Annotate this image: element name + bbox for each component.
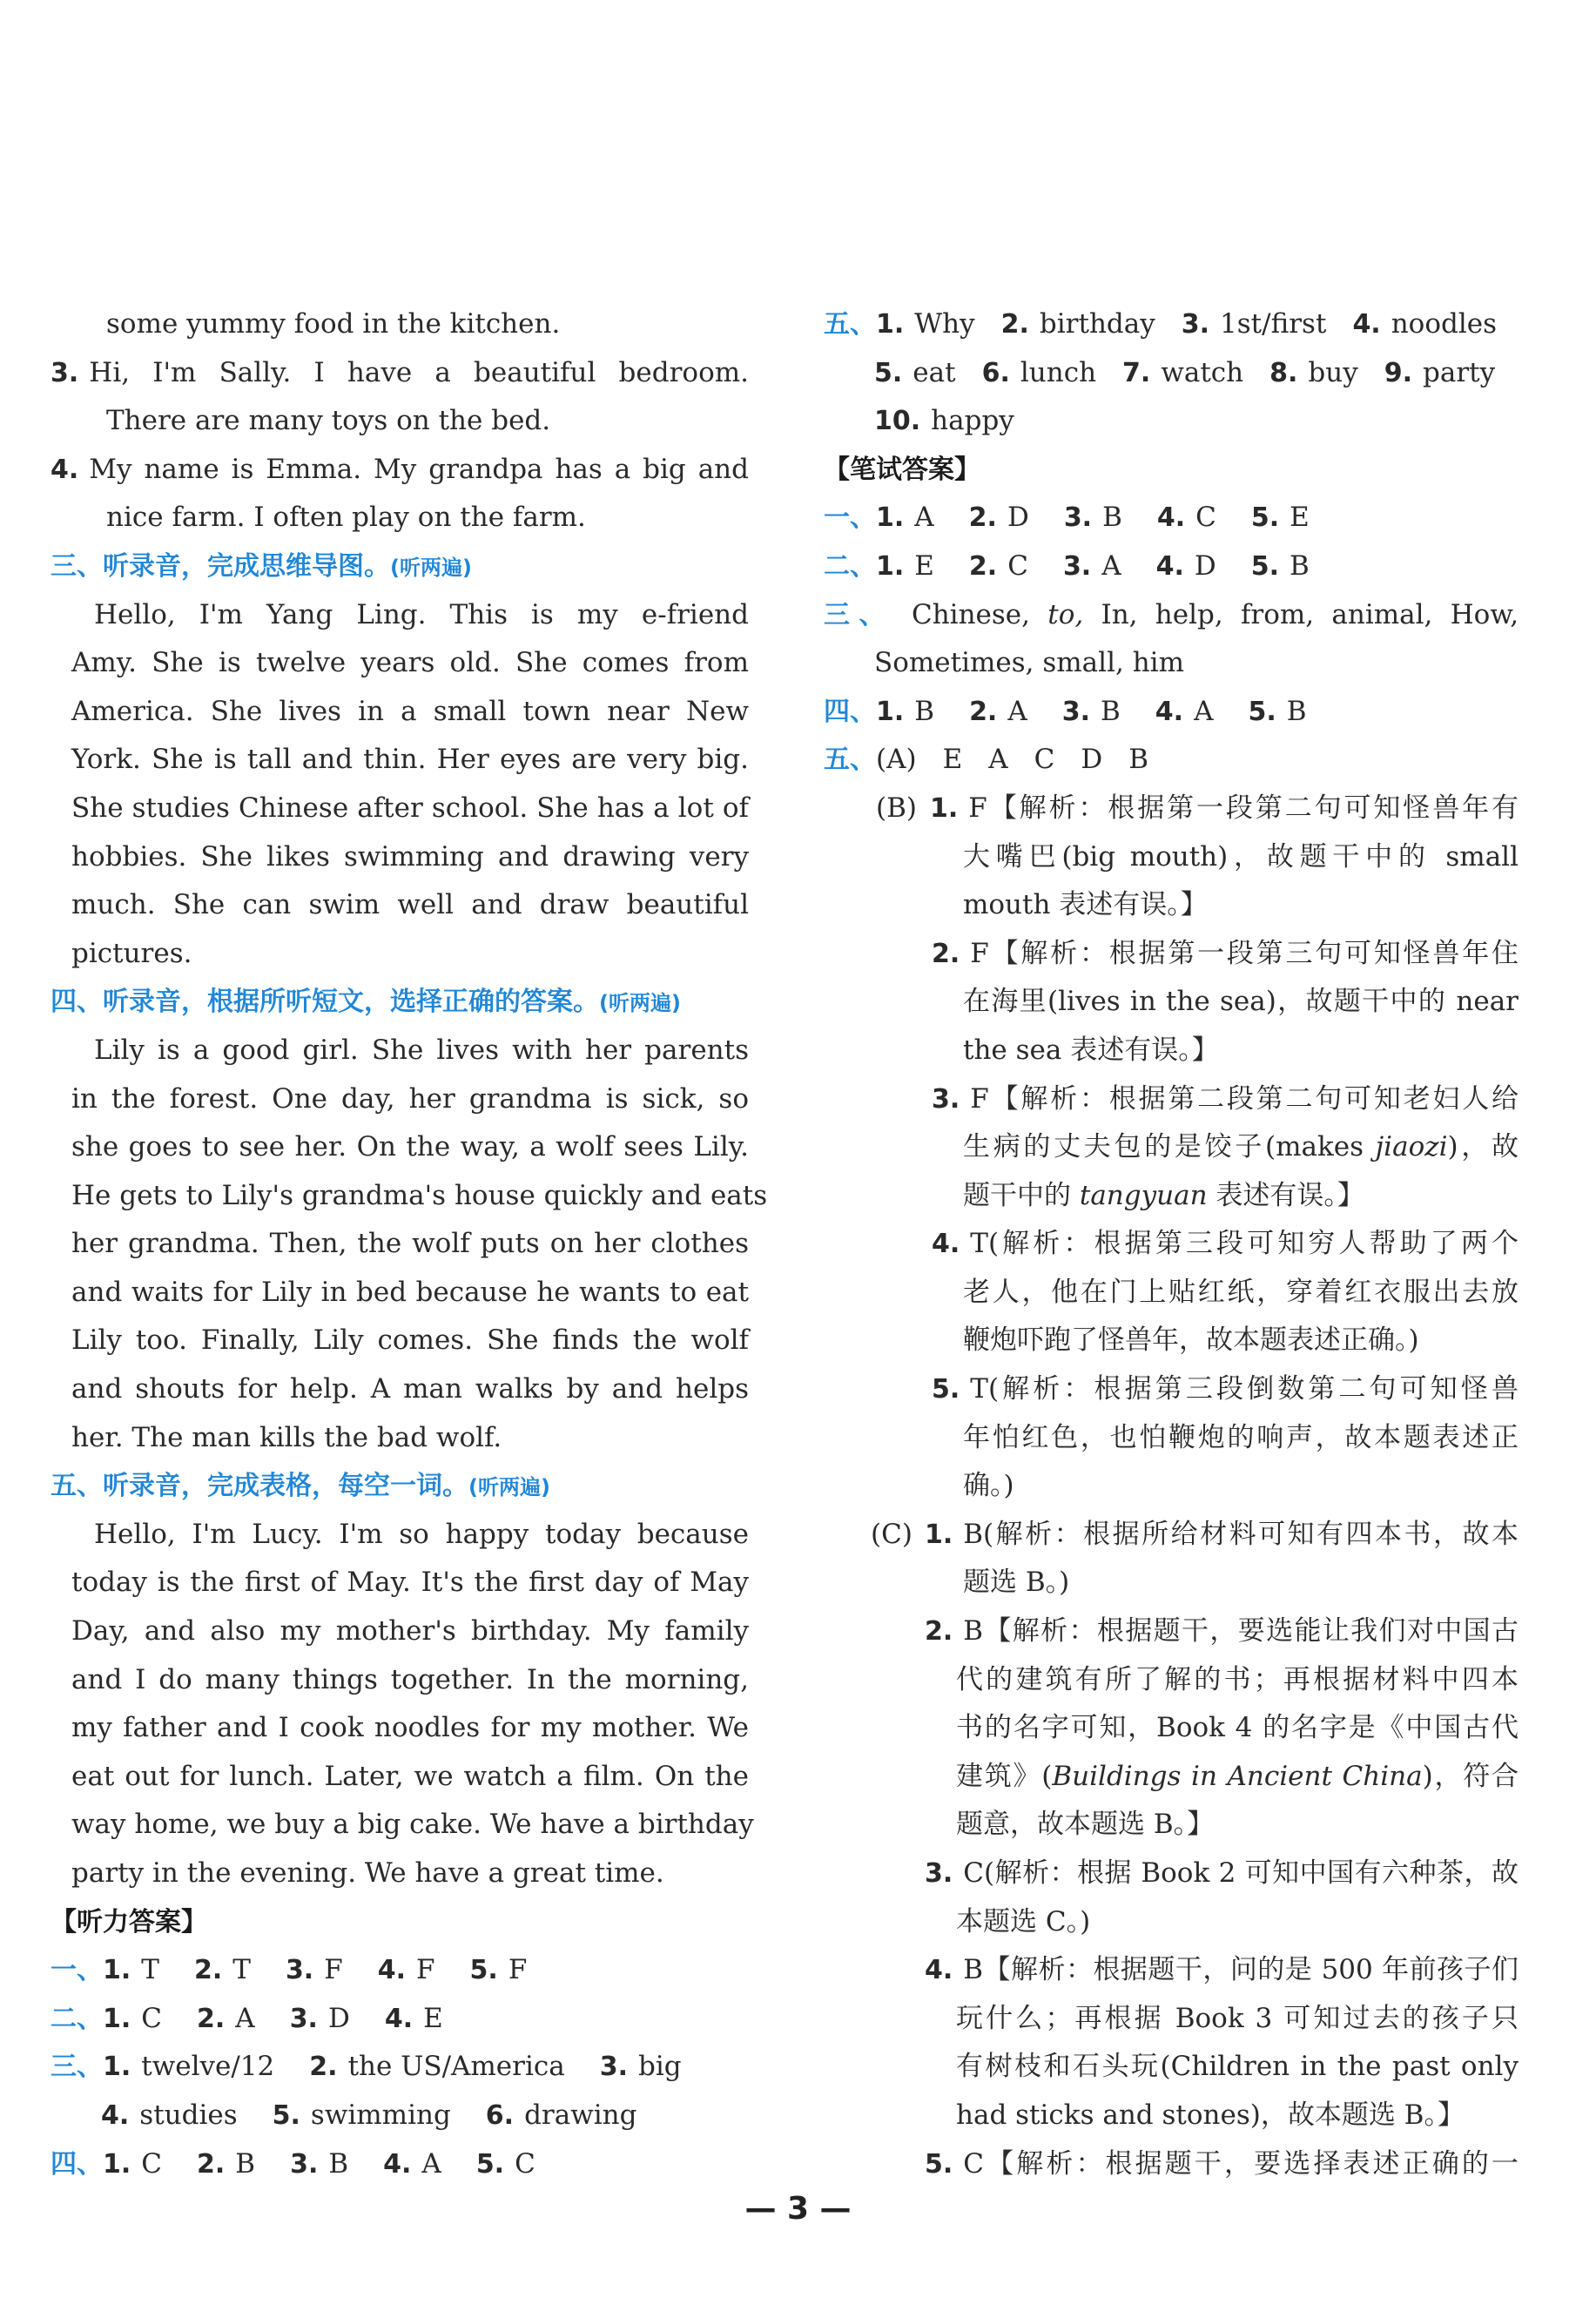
passage-line: Hello, I'm Lucy. I'm so happy today because: [94, 1518, 749, 1550]
passage-line: she goes to see her. On the way, a wolf sees Lily.: [71, 1131, 749, 1163]
listening-answers-3-cont: 4. studies 5. swimming 6. drawing: [101, 2099, 637, 2131]
written-answers-2: 二、1. E 2. C 3. A 4. D 5. B: [824, 549, 1310, 582]
explanation-line: had sticks and stones)，故本题选 B。】: [956, 2099, 1465, 2131]
explanation-line: 代的建筑有所了解的书；再根据材料中四本: [956, 1663, 1519, 1695]
answer-c4-line: 4. B【解析：根据题干，问的是 500 年前孩子们: [925, 1954, 1519, 1986]
answer-b2-line: 2. F【解析：根据第一段第三句可知怪兽年住: [932, 937, 1519, 969]
item-4-line: 4. My name is Emma. My grandpa has a big and: [51, 453, 749, 485]
written-answers-1: 一、1. A 2. D 3. B 4. C 5. E: [824, 502, 1310, 534]
written-answers-5: 五、(A) E A C D B: [824, 744, 1148, 776]
passage-line: There are many toys on the bed.: [106, 405, 551, 437]
explanation-line: 大嘴巴(big mouth)，故题干中的 small: [963, 840, 1519, 873]
passage-line: and shouts for help. A man walks by and helps: [71, 1373, 749, 1405]
explanation-line: 有树枝和石头玩(Children in the past only: [956, 2051, 1519, 2083]
written-answers-header: 【笔试答案】: [824, 454, 980, 485]
written-answers-4: 四、1. B 2. A 3. B 4. A 5. B: [824, 695, 1307, 727]
item-number: 3.: [51, 357, 79, 388]
passage-line: much. She can swim well and draw beautiful: [71, 889, 749, 921]
answer-b5-line: 5. T(解析：根据第三段倒数第二句可知怪兽: [932, 1373, 1519, 1405]
explanation-line: 题干中的 tangyuan 表述有误。】: [963, 1179, 1364, 1211]
left-column: [51, 300, 768, 2188]
explanation-line: 书的名字可知，Book 4 的名字是《中国古代: [956, 1712, 1519, 1744]
passage-line: her grandma. Then, the wolf puts on her clothes: [71, 1228, 749, 1260]
answer-c2-line: 2. B【解析：根据题干，要选能让我们对中国古: [925, 1615, 1519, 1648]
explanation-line: 玩什么；再根据 Book 3 可知过去的孩子只: [956, 2002, 1519, 2034]
explanation-line: 鞭炮吓跑了怪兽年，故本题表述正确。): [963, 1324, 1419, 1357]
passage-line: and waits for Lily in bed because he wants to eat: [71, 1276, 749, 1308]
passage-line: Hello, I'm Yang Ling. This is my e-friend: [94, 598, 749, 630]
answer-c3-line: 3. C(解析：根据 Book 2 可知中国有六种茶，故: [925, 1857, 1519, 1889]
passage-line: in the forest. One day, her grandma is sick, so: [71, 1082, 749, 1115]
passage-line: and I do many things together. In the morning,: [71, 1663, 749, 1695]
explanation-line: the sea 表述有误。】: [963, 1034, 1219, 1066]
listening-answers-5-cont: 5. eat 6. lunch 7. watch 8. buy 9. party: [874, 356, 1496, 388]
listening-answers-1: 一、1. T 2. T 3. F 4. F 5. F: [51, 1954, 528, 1986]
answer-b1-line: (B) 1. F【解析：根据第一段第二句可知怪兽年有: [876, 792, 1519, 824]
explanation-line: 生病的丈夫包的是饺子(makes jiaozi)，故: [963, 1131, 1519, 1163]
passage-line: my father and I cook noodles for my mother. We: [71, 1712, 749, 1744]
explanation-line: 建筑》(Buildings in Ancient China)，符合: [956, 1760, 1519, 1792]
passage-line: way home, we buy a big cake. We have a birthday: [71, 1809, 754, 1841]
passage-line: Lily too. Finally, Lily comes. She finds the wolf: [71, 1324, 749, 1357]
passage-line: Lily is a good girl. She lives with her parents: [94, 1034, 749, 1066]
listening-answers-5: 五、1. Why 2. birthday 3. 1st/first 4. noodles: [824, 308, 1498, 340]
passage-line: eat out for lunch. Later, we watch a film. On the: [71, 1760, 749, 1792]
section-4-title: 四、听录音，根据所听短文，选择正确的答案。(听两遍): [51, 987, 681, 1018]
item-3-line: 3. Hi, I'm Sally. I have a beautiful bedroom.: [51, 356, 749, 388]
passage-line: Day, and also my mother's birthday. My family: [71, 1615, 749, 1648]
explanation-line: 本题选 C。): [956, 1905, 1091, 1937]
listening-answers-2: 二、1. C 2. A 3. D 4. E: [51, 2002, 443, 2034]
item-number: 4.: [51, 454, 79, 485]
answer-c5-line: 5. C【解析：根据题干，要选择表述正确的一: [925, 2147, 1519, 2180]
answer-b4-line: 4. T(解析：根据第三段可知穷人帮助了两个: [932, 1228, 1519, 1260]
answer-b3-line: 3. F【解析：根据第二段第二句可知老妇人给: [932, 1082, 1519, 1115]
passage-line: He gets to Lily's grandma's house quickly and eats: [71, 1179, 768, 1211]
section-5-title: 五、听录音，完成表格，每空一词。(听两遍): [51, 1471, 550, 1502]
listening-answers-3: 三、1. twelve/12 2. the US/America 3. big: [51, 2051, 682, 2083]
right-column: [824, 300, 1519, 2188]
explanation-line: 老人，他在门上贴红纸，穿着红衣服出去放: [963, 1276, 1519, 1308]
written-answers-3: 三、 Chinese, to, In, help, from, animal, How,: [824, 598, 1519, 630]
passage-line: America. She lives in a small town near New: [71, 695, 749, 727]
answer-c1-line: (C) 1. B(解析：根据所给材料可知有四本书，故本: [871, 1518, 1519, 1550]
listening-answers-4: 四、1. C 2. B 3. B 4. A 5. C: [51, 2147, 535, 2180]
explanation-line: 确。): [963, 1470, 1014, 1502]
written-answers-3-cont: Sometimes, small, him: [874, 647, 1184, 679]
explanation-line: mouth 表述有误。】: [963, 889, 1208, 921]
explanation-line: 年怕红色，也怕鞭炮的响声，故本题表述正: [963, 1421, 1519, 1453]
passage-line: York. She is tall and thin. Her eyes are very big.: [71, 744, 749, 776]
listening-answers-5-cont: 10. happy: [874, 405, 1014, 437]
explanation-line: 题意，故本题选 B。】: [956, 1809, 1215, 1841]
passage-line: today is the first of May. It's the first day of May: [71, 1567, 749, 1599]
section-3-title: 三、听录音，完成思维导图。(听两遍): [51, 550, 472, 582]
passage-line: some yummy food in the kitchen.: [106, 308, 561, 340]
page-number: — 3 —: [744, 2191, 852, 2227]
passage-line: hobbies. She likes swimming and drawing very: [71, 840, 749, 873]
passage-line: pictures.: [71, 937, 192, 969]
explanation-line: 题选 B。): [963, 1567, 1070, 1599]
explanation-line: 在海里(lives in the sea)，故题干中的 near: [963, 986, 1519, 1018]
passage-line: Amy. She is twelve years old. She comes from: [71, 647, 749, 679]
passage-line: her. The man kills the bad wolf.: [71, 1421, 502, 1453]
passage-line: party in the evening. We have a great time.: [71, 1857, 664, 1889]
passage-line: She studies Chinese after school. She has a lot of: [71, 792, 749, 824]
listening-answers-header: 【听力答案】: [51, 1906, 207, 1937]
passage-line: nice farm. I often play on the farm.: [106, 502, 586, 534]
